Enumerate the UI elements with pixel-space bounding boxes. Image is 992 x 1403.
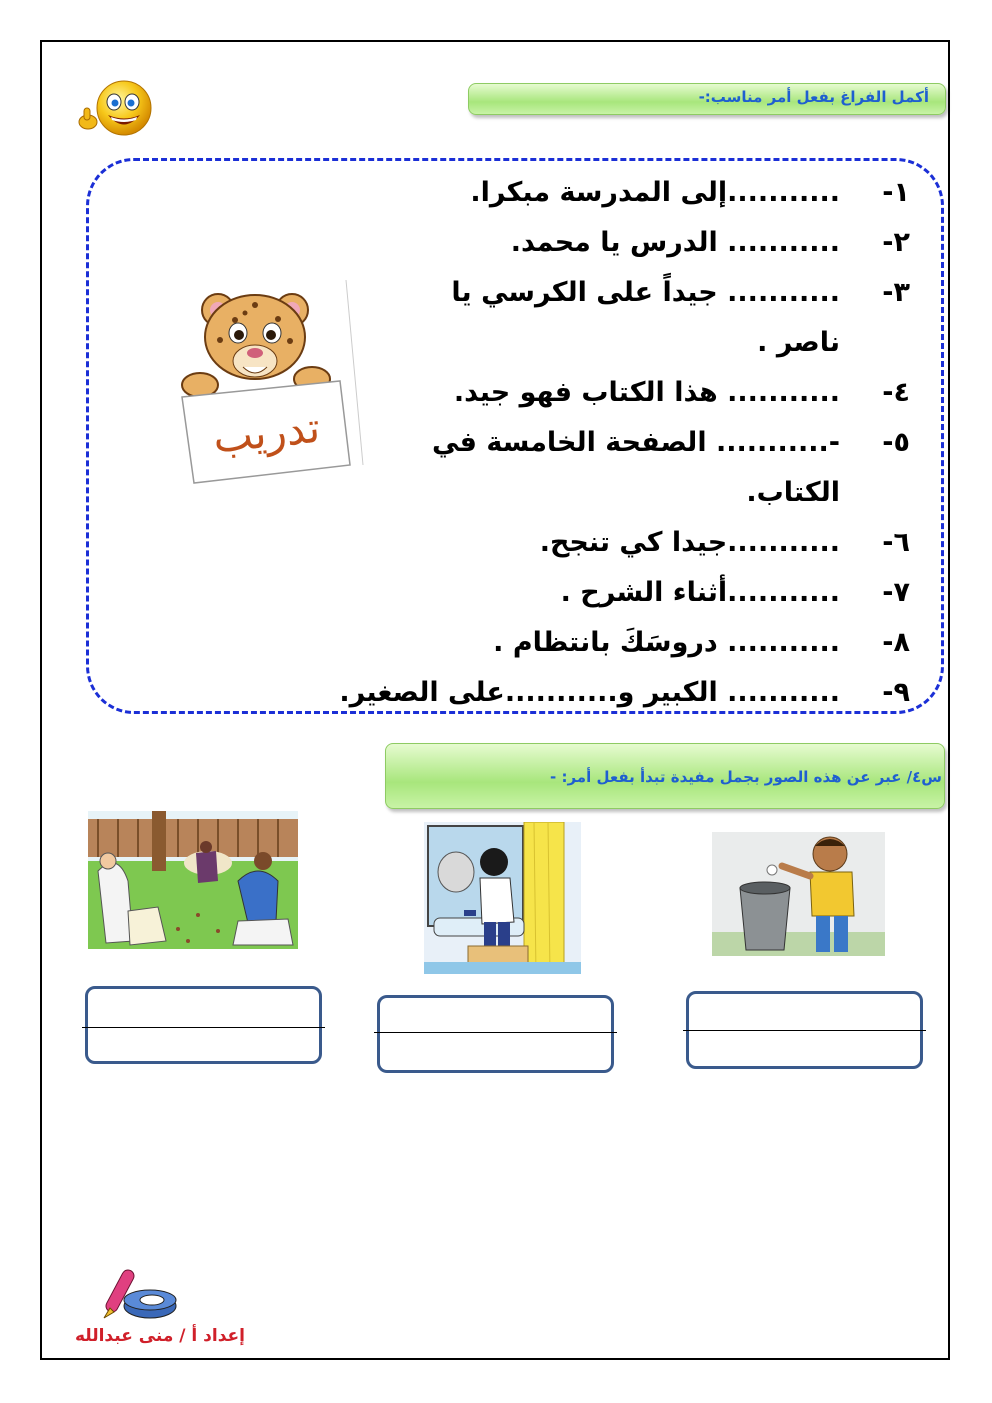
answer-line	[683, 1030, 926, 1031]
author-credit: إعداد أ / منى عبدالله	[74, 1326, 245, 1346]
list-item	[290, 668, 910, 718]
badge-label: تدريب	[210, 402, 323, 463]
item-text: ........... هذا الكتاب فهو جيد.	[453, 377, 840, 408]
answer-line	[374, 1032, 617, 1033]
answer-line	[82, 1027, 325, 1028]
park-cleanup-picture	[88, 811, 298, 949]
item-number: ٨-	[882, 627, 910, 658]
question-banner	[385, 743, 945, 809]
list-item	[290, 518, 910, 568]
item-text: ........... الدرس يا محمد.	[510, 227, 840, 258]
item-text: ........... جيداً على الكرسي يا ناصر .	[451, 277, 840, 358]
boy-washing-at-sink-picture	[424, 822, 581, 974]
exercise-list	[290, 168, 910, 718]
list-item	[290, 418, 910, 518]
item-number: ٤-	[882, 377, 910, 408]
item-text: -........... الصفحة الخامسة في الكتاب.	[431, 427, 840, 508]
item-number: ١-	[882, 177, 910, 208]
pen-and-ink-icon	[96, 1262, 182, 1322]
answer-box[interactable]	[377, 995, 614, 1073]
list-item	[290, 268, 910, 368]
answer-box[interactable]	[686, 991, 923, 1069]
list-item	[290, 368, 910, 418]
item-text: ...........إلى المدرسة مبكرا.	[470, 177, 840, 208]
item-text: ...........أثناء الشرح .	[560, 577, 840, 608]
answer-box[interactable]	[85, 986, 322, 1064]
list-item	[290, 618, 910, 668]
question-text: س٤/ عبر عن هذه الصور بجمل مفيدة تبدأ بفعل أمر: -	[550, 768, 942, 786]
item-text: ........... دروسَكَ بانتظام .	[493, 627, 840, 658]
item-number: ٩-	[882, 677, 910, 708]
item-number: ٧-	[882, 577, 910, 608]
item-number: ٥-	[882, 427, 910, 458]
item-number: ٦-	[882, 527, 910, 558]
item-number: ٣-	[882, 277, 910, 308]
item-text: ........... الكبير و...........على الصغير.	[339, 677, 840, 708]
item-text: ...........جيدا كي تنجح.	[539, 527, 840, 558]
item-number: ٢-	[882, 227, 910, 258]
boy-throwing-trash-picture	[712, 832, 885, 956]
thumbs-up-smiley-icon	[78, 78, 158, 140]
list-item	[290, 168, 910, 218]
list-item	[290, 568, 910, 618]
list-item	[290, 218, 910, 268]
instruction-banner	[468, 83, 946, 115]
instruction-text: أكمل الفراغ بفعل أمر مناسب:-	[698, 88, 929, 106]
